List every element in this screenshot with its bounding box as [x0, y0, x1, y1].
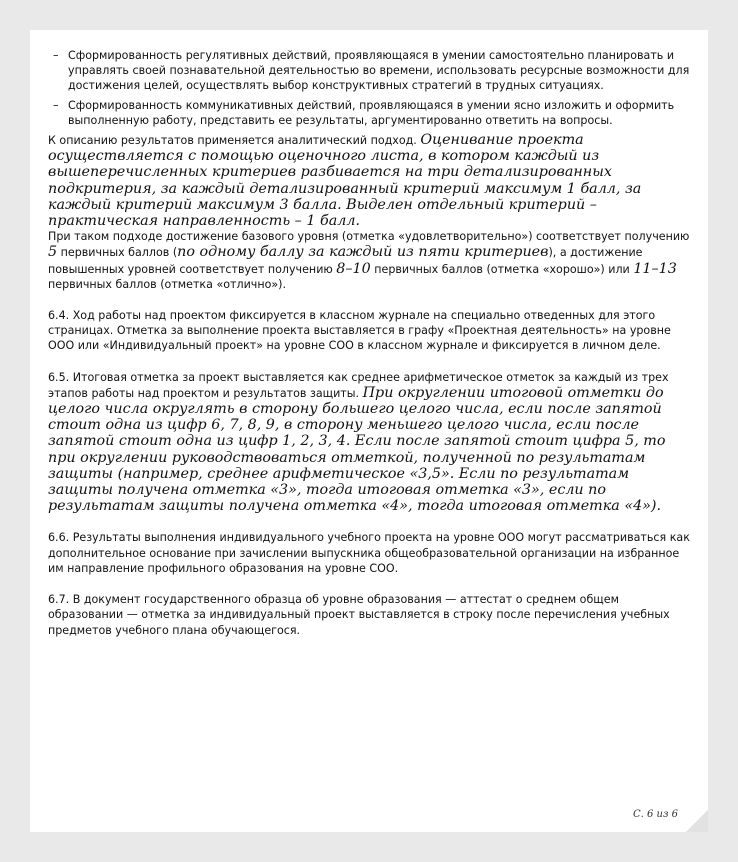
- assessment-italic-text: Оценивание проекта осуществляется с помощью оценочного листа, в котором каждый из вышеперечисленных критериев разбивается на три детализированных подкритерия, за каждый детализированный критерий максимум 1 балл, за каждый критерий максимум 3 балла. Выделен отдельный критерий – практическая направленность – 1 балл.: [48, 132, 642, 230]
- page-corner-fold: [686, 810, 708, 832]
- bullet-dash: –: [53, 98, 59, 112]
- section-6-5-italic: При округлении итоговой отметки до целого числа округлять в сторону большего целого числа, если после запятой стоит одна из цифр 6, 7, 8, 9, в сторону меньшего целого числа, если после запятой стоит одна из цифр 1, 2, 3, 4. Если после запятой стоит цифра 5, то при округлении руководствоваться отметкой, полученной по результатам защиты (например, среднее арифметическое «3,5». Если по результатам защиты получена отметка «3», тогда итоговая отметка «3», если по результатам защиты получена отметка «4», тогда итоговая отметка «4»).: [48, 384, 666, 515]
- section-6-7: 6.7. В документ государственного образца об уровне образования — аттестат о среднем общем образовании — отметка за индивидуальный проект выставляется в строку после перечисления учебных предметов учебного плана обучающегося.: [48, 593, 670, 637]
- levels-italic-criteria: по одному баллу за каждый из пяти критериев: [177, 244, 549, 261]
- assessment-paragraph: [48, 132, 692, 229]
- assessment-plain-text: К описанию результатов применяется аналитический подход.: [48, 134, 417, 148]
- bullet-item: [48, 48, 692, 94]
- bullet-text: Сформированность коммуникативных действий, проявляющаяся в умении ясно изложить и оформить выполненную работу, представить ее результаты, аргументированно ответить на вопросы.: [68, 98, 675, 127]
- levels-number-excellent: 11–13: [633, 260, 677, 277]
- page-number: С. 6 из 6: [633, 809, 678, 820]
- levels-paragraph: [48, 229, 692, 292]
- section-6-6: 6.6. Результаты выполнения индивидуального учебного проекта на уровне ООО могут рассматриваться как дополнительное основание при зачислении выпускника общеобразовательной организации на избранное им направление профильного образования на уровне СОО.: [48, 531, 690, 575]
- section-6-4: 6.4. Ход работы над проектом фиксируется в классном журнале на специально отведенных для этого страницах. Отметка за выполнение проекта выставляется в графу «Проектная деятельность» на уровне ООО или «Индивидуальный проект» на уровне СОО в классном журнале и фиксируется в личном деле.: [48, 309, 671, 353]
- levels-text-5: первичных баллов (отметка «отлично»).: [48, 277, 287, 291]
- section-6-5: [48, 370, 692, 515]
- levels-text-2: первичных баллов (: [60, 246, 178, 260]
- bullet-item: [48, 98, 692, 128]
- levels-number-good: 8–10: [336, 260, 371, 277]
- levels-text-3: ), а достижение повышенных уровней соответствует получению: [48, 246, 643, 276]
- levels-text-1: При таком подходе достижение базового уровня (отметка «удовлетворительно») соответствует получению: [48, 230, 690, 244]
- bullet-dash: –: [53, 49, 59, 62]
- document-page: [30, 30, 708, 832]
- section-6-5-plain: 6.5. Итоговая отметка за проект выставляется как среднее арифметическое отметок за каждый из трех этапов работы над проектом и результатов защиты.: [48, 370, 669, 400]
- levels-text-4: первичных баллов (отметка «хорошо») или: [374, 262, 630, 276]
- document-content: [48, 48, 692, 638]
- levels-number-basic: 5: [48, 244, 58, 261]
- bullet-text: Сформированность регулятивных действий, проявляющаяся в умении самостоятельно планировать и управлять своей познавательной деятельностью во времени, использовать ресурсные возможности для достижения целей, осуществлять выбор конструктивных стратегий в трудных ситуациях.: [68, 49, 690, 93]
